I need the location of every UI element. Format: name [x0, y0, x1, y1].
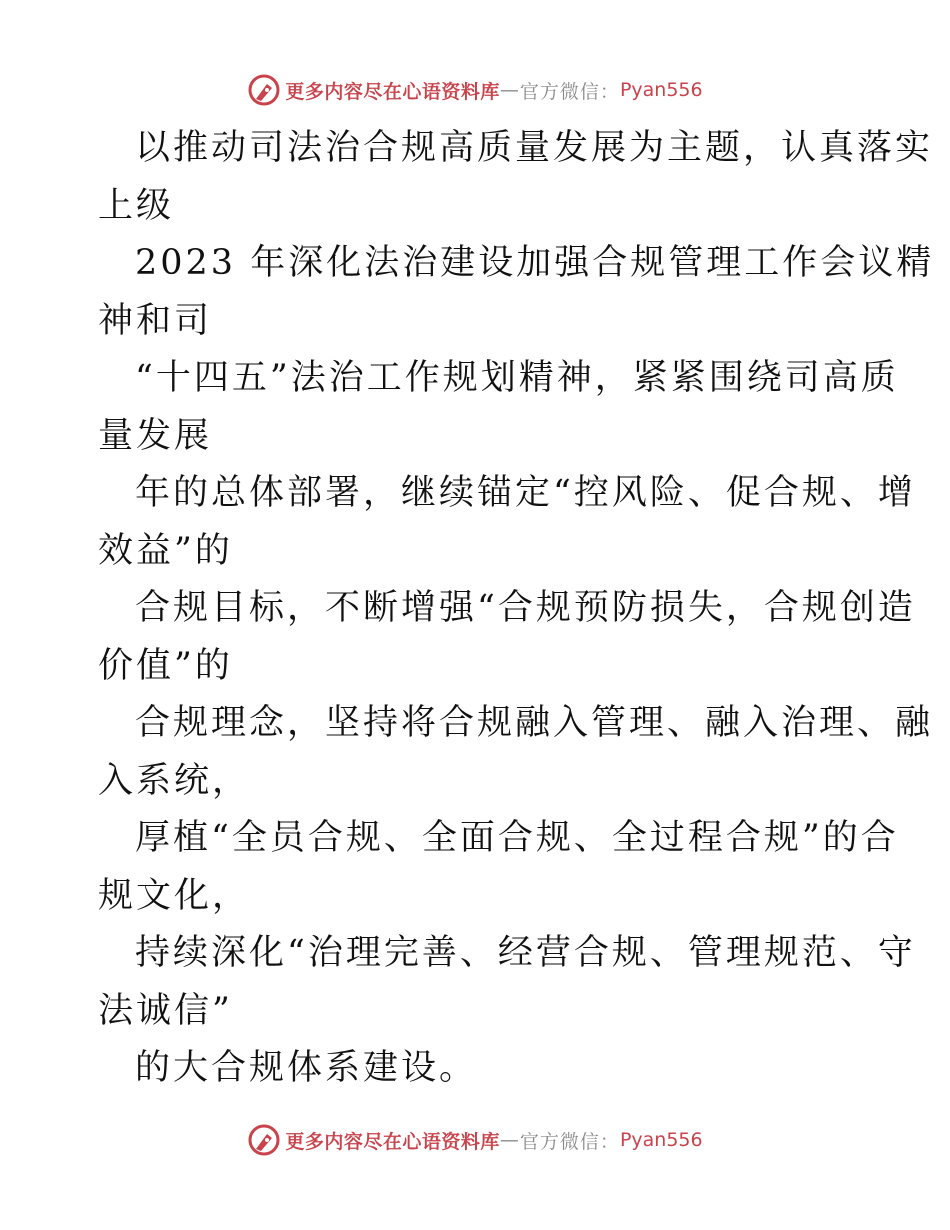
- watermark-site-text: 更多内容尽在心语资料库: [285, 1130, 500, 1153]
- header-watermark: [0, 70, 950, 110]
- pen-nib-icon: [247, 1123, 281, 1157]
- watermark-wechat-id: Pyan556: [619, 1129, 703, 1151]
- document-body: [98, 120, 935, 1098]
- body-line: 合规目标，不断增强“合规预防损失，合规创造: [135, 588, 916, 628]
- body-line: 量发展: [98, 415, 213, 456]
- body-line: 规文化，: [98, 875, 251, 916]
- body-line: “十四五”法治工作规划精神，紧紧围绕司高质: [135, 358, 899, 398]
- body-line: 持续深化“治理完善、经营合规、管理规范、守: [135, 933, 916, 973]
- watermark-site-text: 更多内容尽在心语资料库: [285, 80, 500, 103]
- body-line: 上级: [98, 185, 175, 226]
- body-line: 的大合规体系建设。: [135, 1048, 478, 1088]
- body-line: 2023 年深化法治建设加强合规管理工作会议精: [135, 243, 935, 283]
- body-line: 以推动司法治合规高质量发展为主题，认真落实: [135, 128, 934, 168]
- watermark-wechat-id: Pyan556: [619, 79, 703, 101]
- body-line: 效益”的: [98, 530, 233, 571]
- watermark-dash: —: [499, 79, 520, 101]
- body-line: 合规理念，坚持将合规融入管理、融入治理、融: [135, 703, 934, 743]
- watermark-dash: —: [499, 1129, 520, 1151]
- body-line: 价值”的: [98, 645, 233, 686]
- body-line: 法诚信”: [98, 990, 233, 1031]
- footer-watermark: [0, 1120, 950, 1160]
- body-line: 厚植“全员合规、全面合规、全过程合规”的合: [135, 818, 899, 858]
- body-line: 神和司: [98, 300, 213, 341]
- watermark-official-label: 官方微信：: [519, 80, 620, 103]
- pen-nib-icon: [247, 73, 281, 107]
- body-line: 年的总体部署，继续锚定“控风险、促合规、增: [135, 473, 916, 513]
- body-line: 入系统，: [98, 760, 251, 801]
- watermark-official-label: 官方微信：: [519, 1130, 620, 1153]
